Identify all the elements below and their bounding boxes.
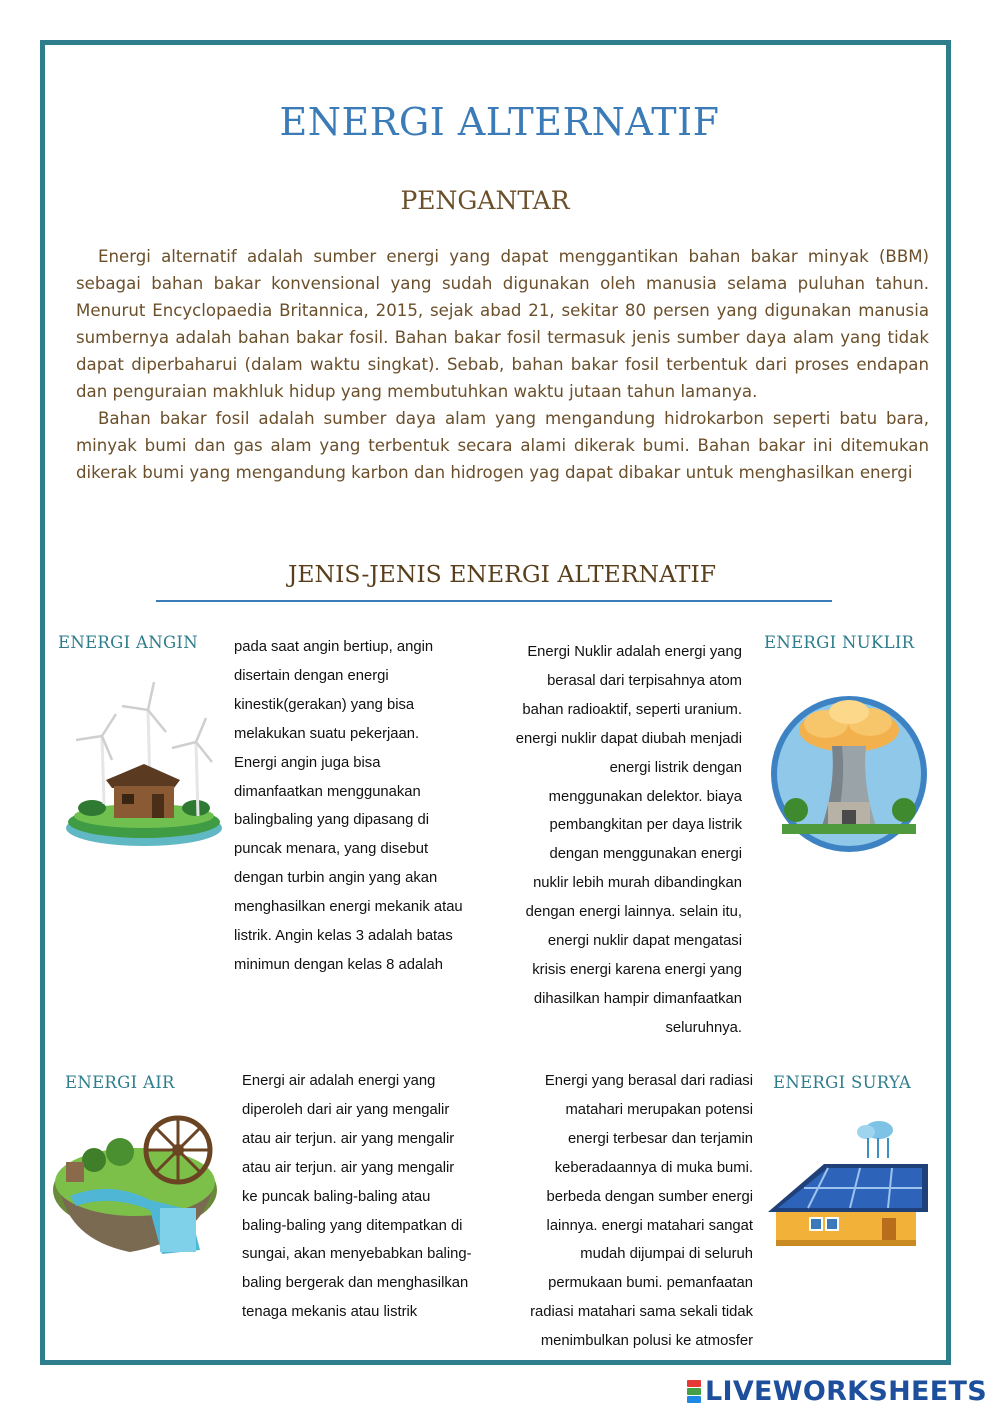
text-line: Energi air adalah energi yang [242,1073,436,1089]
text-energi-air [242,1067,472,1327]
page-title: ENERGI ALTERNATIF [279,100,720,144]
liveworksheets-logo [687,1376,987,1407]
text-line: pembangkitan per daya listrik [549,817,742,834]
text-energi-angin [234,633,463,980]
liveworksheets-brand: LIVEWORKSHEETS [704,1376,987,1407]
text-line: permukaan bumi. pemanfaatan [548,1275,753,1292]
text-line: atau air terjun. air yang mengalir [242,1159,455,1176]
text-line: balingbaling yang dipasang di [234,812,429,829]
heading-divider [156,600,832,602]
text-line: puncak menara, yang disebut [234,841,429,858]
text-line: dengan menggunakan energi [549,846,742,863]
water-wheel-icon [50,1110,220,1265]
text-line: kinestik(gerakan) yang bisa [234,696,415,713]
label-energi-nuklir: ENERGI NUKLIR [764,633,915,652]
text-line: berasal dari terpisahnya atom [547,672,742,689]
text-line: matahari merupakan potensi [565,1101,753,1118]
intro-paragraph-1: Energi alternatif adalah sumber energi yang dapat menggantikan bahan bakar minyak (BBM) sebagai bahan bakar konvensional yang sudah digunakan oleh manusia selama puluhan tahun. Menurut Encyclopaedia Britannica, 2015, sejak abad 21, sekitar 80 persen yang digunakan manusia sumbernya adalah bahan bakar fosil. Bahan bakar fosil termasuk jenis sumber daya alam yang tidak dapat diperbaharui (dalam waktu singkat). Sebab, bahan bakar fosil terbentuk dari proses endapan dan penguraian makhluk hidup yang membutuhkan waktu jutaan tahun lamanya. [76,247,929,401]
text-line: bahan radioaktif, seperti uranium. [522,701,742,718]
section-heading-pengantar: PENGANTAR [400,186,570,215]
text-line: energi nuklir dapat diubah menjadi [515,730,742,747]
label-energi-surya: ENERGI SURYA [773,1073,912,1092]
wind-turbine-island-icon [62,676,224,861]
text-line: Energi yang berasal dari radiasi [544,1073,753,1089]
nuclear-plant-icon [766,694,932,859]
text-line: nuklir lebih murah dibandingkan [533,875,742,892]
text-line: ke puncak baling-baling atau [242,1188,431,1205]
text-line: seluruhnya. [665,1019,742,1036]
text-line: menggunakan delektor. biaya [548,788,742,805]
text-line: lainnya. energi matahari sangat [546,1217,753,1234]
text-line: krisis energi karena energi yang [532,961,742,978]
text-line: dengan turbin angin yang akan [234,870,438,887]
label-energi-angin: ENERGI ANGIN [58,633,198,652]
text-line: minimun dengan kelas 8 adalah [234,956,443,973]
text-line: baling bergerak dan menghasilkan [242,1275,469,1292]
text-line: dimanfaatkan menggunakan [234,783,421,800]
text-line: menimbulkan polusi ke atmosfer [540,1333,753,1350]
intro-paragraph-2: Bahan bakar fosil adalah sumber daya alam yang mengandung hidrokarbon seperti batu bara, minyak bumi dan gas alam yang terbentuk secara alami dikerak bumi. Bahan bakar ini ditemukan dikerak bumi yang mengandung karbon dan hidrogen yag dapat dibakar untuk menghasilkan energi [76,409,929,482]
text-line: mudah dijumpai di seluruh [580,1246,753,1263]
text-energi-surya [530,1067,753,1356]
text-line: sungai, akan menyebabkan baling- [242,1246,472,1263]
text-line: baling-baling yang ditempatkan di [242,1217,463,1234]
text-line: berbeda dengan sumber energi [546,1188,753,1205]
text-energi-nuklir [516,638,742,1043]
text-line: disertain dengan energi [234,667,389,684]
label-energi-air: ENERGI AIR [65,1073,175,1092]
liveworksheets-icon [687,1380,701,1403]
text-line: pada saat angin bertiup, angin [234,639,434,655]
text-line: atau air terjun. air yang mengalir [242,1130,455,1147]
text-line: dihasilkan hampir dimanfaatkan [533,990,742,1007]
text-line: Energi angin juga bisa [234,754,381,771]
text-line: diperoleh dari air yang mengalir [242,1101,450,1118]
text-line: energi terbesar dan terjamin [567,1130,753,1147]
text-line: tenaga mekanis atau listrik [242,1304,418,1321]
text-line: keberadaannya di muka bumi. [554,1159,753,1176]
text-line: Energi Nuklir adalah energi yang [527,644,742,660]
text-line: listrik. Angin kelas 3 adalah batas [234,928,453,945]
intro-text [76,243,929,486]
section-heading-jenis: JENIS-JENIS ENERGI ALTERNATIF [287,560,717,588]
text-line: melakukan suatu pekerjaan. [234,725,420,742]
solar-house-icon [764,1114,932,1259]
text-line: energi listrik dengan [609,759,742,776]
text-line: menghasilkan energi mekanik atau [234,899,463,916]
text-line: energi nuklir dapat mengatasi [547,933,742,950]
text-line: dengan energi lainnya. selain itu, [525,904,742,921]
text-line: radiasi matahari sama sekali tidak [530,1304,753,1321]
